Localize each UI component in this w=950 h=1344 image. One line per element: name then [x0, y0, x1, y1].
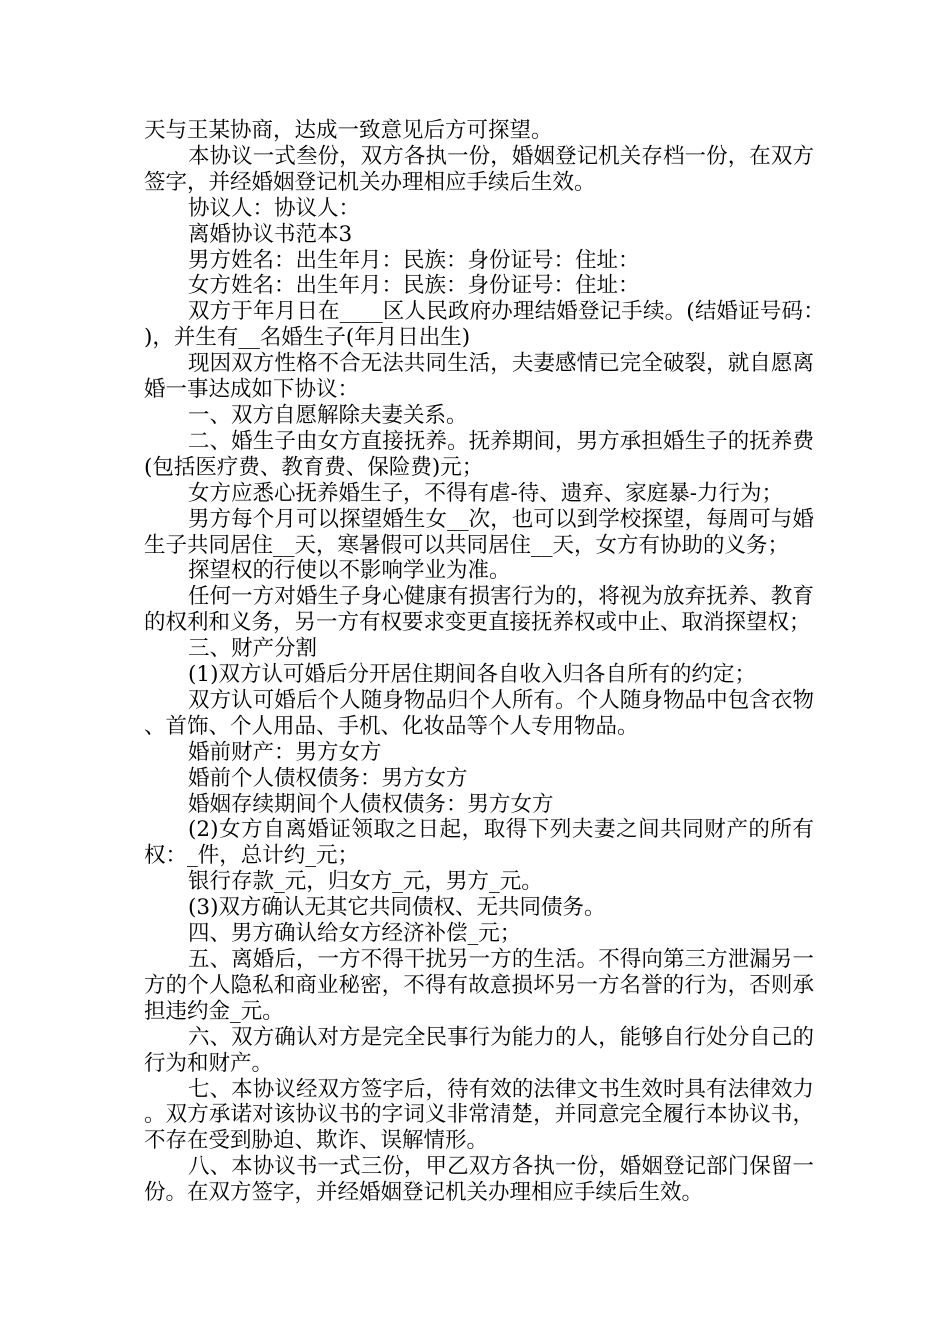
- clause-2: 二、婚生子由女方直接抚养。抚养期间，男方承担婚生子的抚养费(包括医疗费、教育费、保险费)元；: [144, 428, 814, 480]
- paragraph-visitation: 男方每个月可以探望婚生女__次，也可以到学校探望，每周可与婚生子共同居住__天，寒暑假可以共同居住__天，女方有协助的义务；: [144, 506, 814, 558]
- paragraph-bank-deposit: 银行存款_元，归女方_元，男方_元。: [188, 869, 543, 895]
- paragraph-marital-debts: 婚姻存续期间个人债权债务：男方女方: [188, 791, 554, 817]
- paragraph-joint-property: (2)女方自离婚证领取之日起，取得下列夫妻之间共同财产的所有权：_件，总计约_元；: [144, 817, 814, 869]
- paragraph-child-care: 女方应悉心抚养婚生子，不得有虐-待、遗弃、家庭暴-力行为；: [188, 480, 784, 506]
- paragraph-copies-clause: 本协议一式叁份，双方各执一份，婚姻登记机关存档一份，在双方签字，并经婚姻登记机关办理相应手续后生效。: [144, 143, 814, 195]
- paragraph-signatories: 协议人：协议人：: [188, 195, 361, 221]
- paragraph-divorce-reason: 现因双方性格不合无法共同生活，夫妻感情已完全破裂，就自愿离婚一事达成如下协议：: [144, 351, 814, 403]
- paragraph-income-agreement: (1)双方认可婚后分开居住期间各自收入归各自所有的约定；: [188, 662, 756, 688]
- section-title: 离婚协议书范本3: [188, 221, 353, 247]
- clause-1: 一、双方自愿解除夫妻关系。: [188, 402, 468, 428]
- paragraph-marriage-registration: 双方于年月日在____区人民政府办理结婚登记手续。(结婚证号码：)，并生有__名婚生子(年月日出生): [144, 299, 814, 351]
- document-body: [144, 118, 814, 1206]
- paragraph-no-joint-debts: (3)双方确认无其它共同债权、无共同债务。: [188, 895, 606, 921]
- paragraph-custody-change: 任何一方对婚生子身心健康有损害行为的，将视为放弃抚养、教育的权利和义务，另一方有权要求变更直接抚养权或中止、取消探望权；: [144, 584, 814, 636]
- clause-4: 四、男方确认给女方经济补偿_元；: [188, 921, 522, 947]
- clause-6: 六、双方确认对方是完全民事行为能力的人，能够自行处分自己的行为和财产。: [144, 1024, 814, 1076]
- clause-5: 五、离婚后，一方不得干扰另一方的生活。不得向第三方泄漏另一方的个人隐私和商业秘密，不得有故意损坏另一方名誉的行为，否则承担违约金_元。: [144, 947, 814, 1024]
- clause-7: 七、本协议经双方签字后，待有效的法律文书生效时具有法律效力。双方承诺对该协议书的字词义非常清楚，并同意完全履行本协议书，不存在受到胁迫、欺诈、误解情形。: [144, 1076, 814, 1154]
- paragraph-personal-items: 双方认可婚后个人随身物品归个人所有。个人随身物品中包含衣物、首饰、个人用品、手机、化妆品等个人专用物品。: [144, 687, 814, 739]
- paragraph-male-info: 男方姓名：出生年月：民族：身份证号：住址：: [188, 247, 640, 273]
- clause-8: 八、本协议书一式三份，甲乙双方各执一份，婚姻登记部门保留一份。在双方签字，并经婚姻登记机关办理相应手续后生效。: [144, 1154, 814, 1206]
- paragraph-premarital-debts: 婚前个人债权债务：男方女方: [188, 765, 468, 791]
- paragraph-continuation: 天与王某协商，达成一致意见后方可探望。: [144, 118, 553, 143]
- clause-3-heading: 三、财产分割: [188, 636, 318, 662]
- paragraph-visitation-limit: 探望权的行使以不影响学业为准。: [188, 558, 511, 584]
- paragraph-female-info: 女方姓名：出生年月：民族：身份证号：住址：: [188, 273, 640, 299]
- paragraph-premarital-property: 婚前财产：男方女方: [188, 739, 382, 765]
